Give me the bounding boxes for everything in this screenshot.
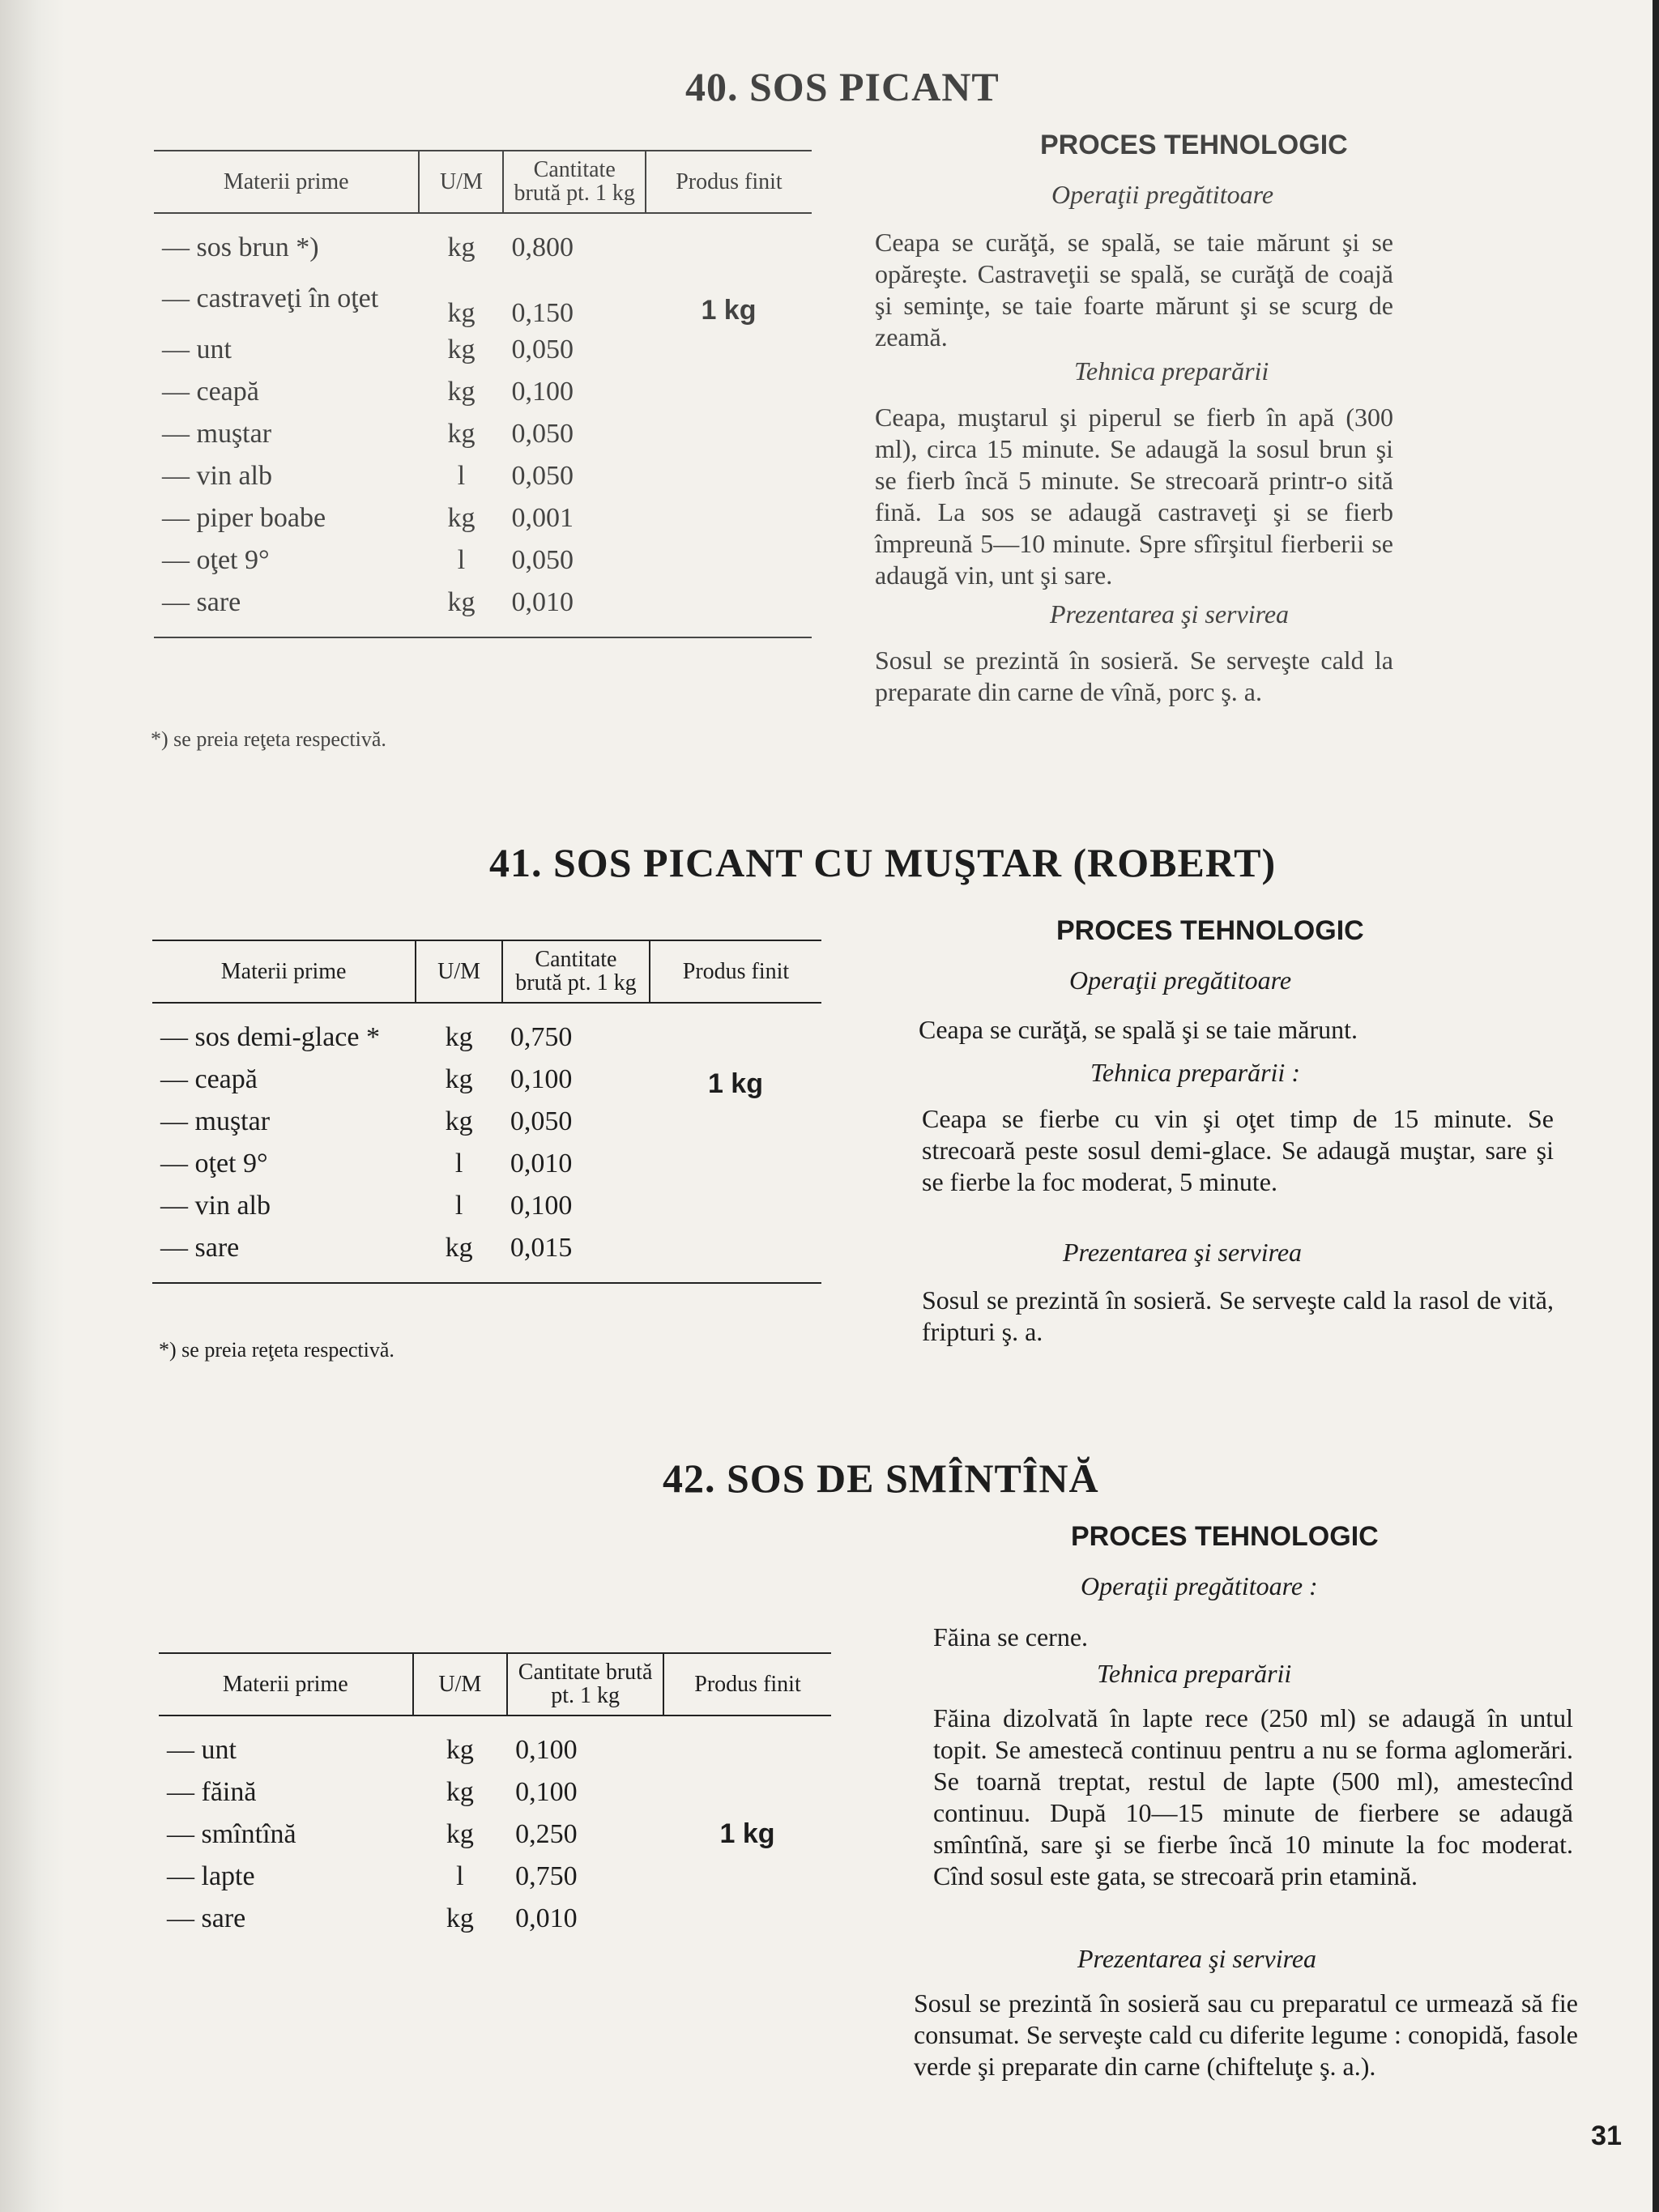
recipe-41-serve-title: Prezentarea şi servirea [1063,1238,1303,1267]
col-header-um: U/M [416,940,502,1003]
ingredient-um: kg [446,1903,474,1933]
table-row [159,1715,831,1771]
ingredient-um: kg [447,418,476,449]
recipe-42-ingredients-table [159,1652,831,1940]
recipe-42-title: 42. SOS DE SMÎNTÎNĂ [663,1455,1099,1501]
ingredient-name: — sare [154,582,419,637]
recipe-41-tech-text: Ceapa se fierbe cu vin şi oţet timp de 15 minute. Se strecoară peste sosul demi-glace. Se adaugă muştar, sare şi se fierbe la foc moderat, 5 minute. [922,1104,1554,1196]
ingredient-um: kg [445,1106,473,1136]
ingredient-qty: 0,050 [511,544,574,575]
ingredient-um: kg [445,1063,473,1094]
col-header-um: U/M [419,151,503,213]
recipe-41-tech-title: Tehnica preparării : [1090,1058,1300,1087]
recipe-40-tech-text: Ceapa, muştarul şi piperul se fierb în apă (300 ml), circa 15 minute. Se adaugă la sosul brun şi se fierb încă 5 minute. Se strecoară printr-o sită fină. La sos se adaugă castraveţi şi se fierb împreună 5—10 minute. Spre sfîrşitul fierberii se adaugă vin, unt şi sare. [875,403,1393,590]
recipe-40-serve-text: Sosul se prezintă în sosieră. Se serveşte cald la preparate din carne de vînă, porc ş. a. [875,646,1393,706]
ingredient-um: kg [446,1734,474,1765]
ingredient-name: — vin alb [160,1190,271,1221]
recipe-42-prep-title: Operaţii pregătitoare : [1081,1571,1318,1600]
ingredient-qty: 0,100 [511,376,574,407]
recipe-41-footnote: *) se preia reţeta respectivă. [159,1338,394,1362]
ingredient-um: l [454,1190,463,1221]
col-header-quantity: Cantitate brută pt. 1 kg [503,151,645,213]
ingredient-um: kg [447,232,476,262]
ingredient-name: — făină [167,1776,257,1807]
ingredient-name: — castraveţi în oţet [162,283,379,313]
col-header-um: U/M [413,1653,508,1715]
ingredient-um: kg [447,334,476,364]
table-row [154,213,812,269]
ingredient-name: — smîntînă [167,1818,296,1849]
ingredient-qty: 0,050 [511,418,574,449]
recipe-40-tech-title: Tehnica preparării [1074,356,1269,386]
ingredient-name: — vin alb [162,460,272,491]
col-header-materials: Materii prime [159,1653,413,1715]
page-edge-right [1653,0,1659,2212]
ingredient-um: l [454,1148,463,1178]
ingredient-qty: 0,100 [515,1734,578,1765]
ingredient-name: — lapte [167,1860,255,1891]
recipe-41-serve-text: Sosul se prezintă în sosieră. Se serveşte cald la rasol de vită, fripturi ş. a. [922,1285,1554,1346]
col-header-product: Produs finit [663,1653,831,1715]
col-header-quantity: Cantitate brută pt. 1 kg [502,940,650,1003]
ingredient-name: — oţet 9° [162,544,270,575]
col-header-materials: Materii prime [154,151,419,213]
ingredient-name: — sos brun *) [162,232,319,262]
ingredient-um: kg [445,1021,473,1052]
ingredient-qty: 0,015 [502,1227,650,1283]
recipe-40-footnote: *) se preia reţeta respectivă. [151,727,386,751]
ingredient-qty: 0,050 [510,1106,573,1136]
ingredient-name: — sos demi-glace * [160,1021,380,1052]
ingredient-qty: 0,800 [511,232,574,262]
recipe-42-tech-text: Făina dizolvată în lapte rece (250 ml) se adaugă în untul topit. Se amestecă continuu pentru a nu se forma aglomerări. Se toarnă treptat, restul de lapte (500 ml), amestecînd continuu. După 10—15 minute de fierbere se adaugă smîntînă, sare şi se fierbe încă 10 minute la foc moderat. Cînd sosul este gata, se strecoară prin etamină. [933,1703,1573,1890]
ingredient-qty: 0,010 [515,1903,578,1933]
ingredient-um: l [456,1860,464,1891]
ingredient-qty: 0,010 [510,1148,573,1178]
recipe-42-process-heading: PROCES TEHNOLOGIC [1071,1521,1379,1552]
ingredient-name: — sare [152,1227,416,1283]
ingredient-qty: 0,050 [511,460,574,491]
finished-product: 1 kg [719,1818,775,1850]
ingredient-name: — muştar [160,1106,271,1136]
ingredient-name: — sare [167,1903,246,1933]
ingredient-um: kg [447,297,476,328]
ingredient-qty: 0,750 [515,1860,578,1891]
recipe-40-serve-title: Prezentarea şi servirea [1050,599,1290,629]
ingredient-qty: 0,150 [511,297,574,328]
recipe-40-ingredients-table [154,150,812,638]
recipe-42-tech-title: Tehnica preparării [1097,1659,1292,1688]
ingredient-um: kg [419,582,503,637]
col-header-materials: Materii prime [152,940,416,1003]
ingredient-name: — piper boabe [162,502,326,533]
ingredient-qty: 0,100 [510,1190,573,1221]
recipe-41-title: 41. SOS PICANT CU MUŞTAR (ROBERT) [489,840,1277,885]
col-header-quantity: Cantitate brută pt. 1 kg [507,1653,663,1715]
recipe-42-serve-text: Sosul se prezintă în sosieră sau cu preparatul ce urmează să fie consumat. Se serveşte cald cu diferite legume : conopidă, fasole verde şi preparate din carne (chifteluţe ş. a.). [914,1988,1578,2081]
recipe-42-serve-title: Prezentarea şi servirea [1077,1944,1317,1973]
col-header-product: Produs finit [646,151,812,213]
recipe-41-prep-title: Operaţii pregătitoare [1069,965,1292,995]
finished-product: 1 kg [646,213,812,637]
ingredient-qty: 0,001 [511,502,574,533]
ingredient-um: kg [447,376,476,407]
ingredient-qty: 0,010 [503,582,645,637]
recipe-40-prep-title: Operaţii pregătitoare [1051,180,1274,209]
recipe-40-title: 40. SOS PICANT [685,64,1000,109]
ingredient-qty: 0,100 [510,1063,573,1094]
ingredient-qty: 0,250 [515,1818,578,1849]
ingredient-um: kg [447,502,476,533]
col-header-product: Produs finit [650,940,821,1003]
page-number: 31 [1591,2120,1622,2151]
ingredient-um: kg [446,1776,474,1807]
recipe-41-prep-text: Ceapa se curăţă, se spală şi se taie mărunt. [919,1015,1358,1044]
recipe-41-ingredients-table [152,940,821,1284]
ingredient-um: l [457,460,466,491]
ingredient-qty: 0,050 [511,334,574,364]
recipe-42-prep-text: Făina se cerne. [933,1622,1089,1652]
recipe-40-prep-text: Ceapa se curăţă, se spală, se taie mărunt şi se opăreşte. Castraveţii se spală, se curăţă de coajă şi seminţe, se taie foarte mărunt şi se scurg de zeamă. [875,228,1393,352]
ingredient-name: — unt [167,1734,237,1765]
ingredient-name: — unt [162,334,232,364]
table-row [152,1003,821,1059]
ingredient-um: kg [416,1227,502,1283]
recipe-41-process-heading: PROCES TEHNOLOGIC [1056,915,1364,946]
page-edge-left [0,0,65,2212]
ingredient-name: — ceapă [160,1063,258,1094]
ingredient-name: — oţet 9° [160,1148,268,1178]
ingredient-name: — muştar [162,418,272,449]
ingredient-qty: 0,750 [510,1021,573,1052]
ingredient-name: — ceapă [162,376,259,407]
finished-product: 1 kg [650,1003,821,1283]
ingredient-um: kg [446,1818,474,1849]
ingredient-um: l [457,544,466,575]
ingredient-qty: 0,100 [515,1776,578,1807]
recipe-40-process-heading: PROCES TEHNOLOGIC [1040,130,1348,160]
